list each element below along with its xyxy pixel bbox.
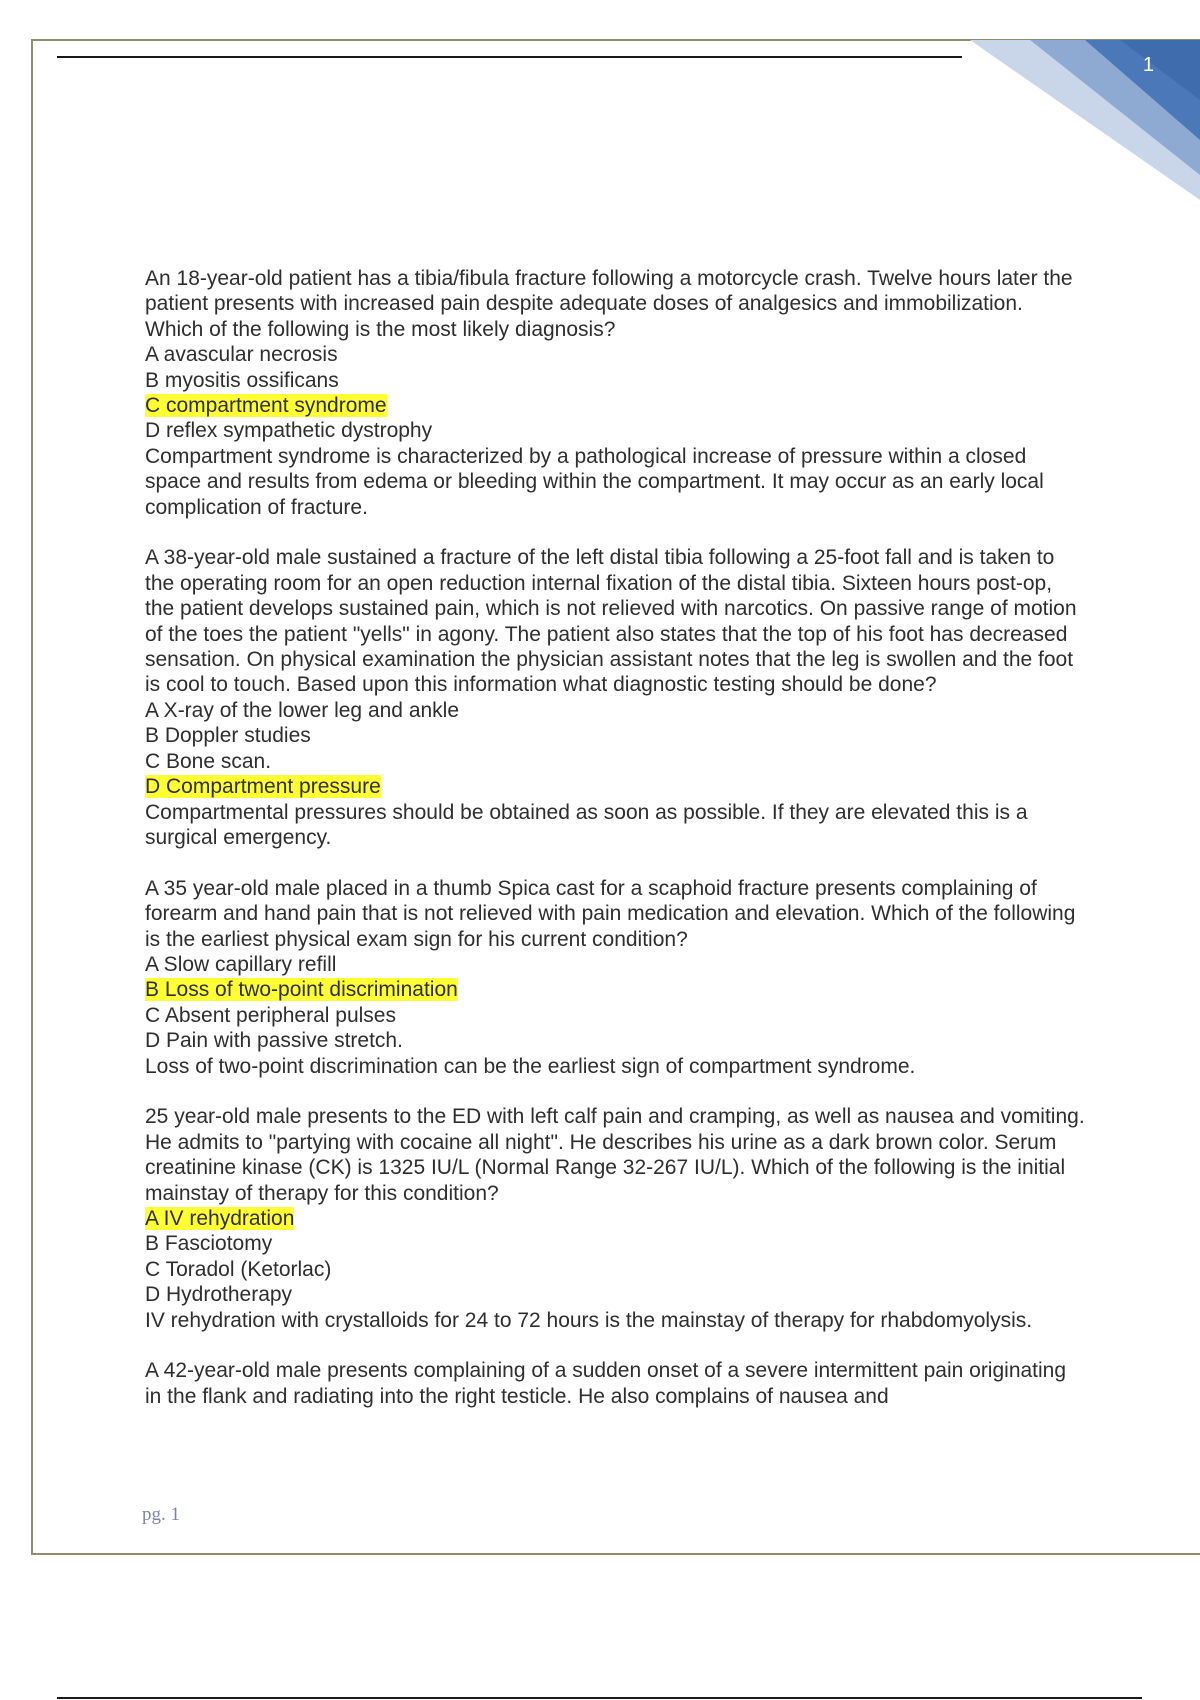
- answer-option: [145, 1231, 1085, 1256]
- answer-option-correct: [145, 393, 1085, 418]
- answer-option-text: C Bone scan.: [145, 749, 272, 773]
- question-stem: A 42-year-old male presents complaining of a sudden onset of a severe intermittent pain originating in the flank and radiating into the right testicle. He also complains of nausea and: [145, 1359, 1067, 1408]
- answer-option-text: A Slow capillary refill: [145, 952, 337, 976]
- question-block: [145, 1104, 1085, 1333]
- answer-option: [145, 723, 1085, 748]
- answer-option-text: C Absent peripheral pulses: [145, 1003, 396, 1027]
- corner-triangle-graphic: [970, 40, 1200, 200]
- answer-option-text: D reflex sympathetic dystrophy: [145, 419, 433, 443]
- question-stem: 25 year-old male presents to the ED with left calf pain and cramping, as well as nausea and vomiting. He admits to "partying with cocaine all night". He describes his urine as a dark brown color. Serum creatinine kinase (CK) is 1325 IU/L (Normal Range 32-267 IU/L). Which of the following is the initial mainstay of therapy for this condition?: [145, 1105, 1085, 1205]
- answer-option: [145, 1003, 1085, 1028]
- question-block: [145, 545, 1085, 850]
- answer-option-correct: [145, 774, 1085, 799]
- answer-option-text: B Doppler studies: [145, 724, 311, 748]
- header-rule: [57, 56, 962, 58]
- answer-option-text: B myositis ossificans: [145, 368, 339, 392]
- answer-explanation: IV rehydration with crystalloids for 24 to 72 hours is the mainstay of therapy for rhabdomyolysis.: [145, 1308, 1033, 1332]
- header-page-number: 1: [1142, 54, 1154, 76]
- answer-option-text: A X-ray of the lower leg and ankle: [145, 698, 460, 722]
- document-body: [145, 266, 1085, 1435]
- answer-option-text: B Loss of two-point discrimination: [145, 978, 458, 1002]
- question-stem: A 35 year-old male placed in a thumb Spica cast for a scaphoid fracture presents complaining of forearm and hand pain that is not relieved with pain medication and elevation. Which of the following is the earliest physical exam sign for his current condition?: [145, 876, 1076, 951]
- answer-option: [145, 1028, 1085, 1053]
- answer-option: [145, 698, 1085, 723]
- answer-option: [145, 1282, 1085, 1307]
- answer-option-text: C compartment syndrome: [145, 394, 387, 418]
- answer-option: [145, 749, 1085, 774]
- answer-option-correct: [145, 1206, 1085, 1231]
- answer-option: [145, 1257, 1085, 1282]
- answer-option-text: D Pain with passive stretch.: [145, 1029, 403, 1053]
- footer-page-label: pg. 1: [142, 1504, 180, 1525]
- answer-explanation: Compartmental pressures should be obtained as soon as possible. If they are elevated this is a surgical emergency.: [145, 800, 1028, 849]
- answer-option-text: B Fasciotomy: [145, 1232, 273, 1256]
- answer-option: [145, 368, 1085, 393]
- question-stem: An 18-year-old patient has a tibia/fibula fracture following a motorcycle crash. Twelve hours later the patient presents with increased pain despite adequate doses of analgesics and immobilization. Which of the following is the most likely diagnosis?: [145, 267, 1073, 341]
- question-block: [145, 876, 1085, 1079]
- answer-option-correct: [145, 977, 1085, 1002]
- answer-option-text: D Hydrotherapy: [145, 1283, 293, 1307]
- answer-option-text: D Compartment pressure: [145, 775, 381, 799]
- answer-option: [145, 342, 1085, 367]
- answer-option-text: A IV rehydration: [145, 1206, 295, 1230]
- answer-explanation: Loss of two-point discrimination can be the earliest sign of compartment syndrome.: [145, 1054, 916, 1078]
- question-stem: A 38-year-old male sustained a fracture of the left distal tibia following a 25-foot fall and is taken to the operating room for an open reduction internal fixation of the distal tibia. Sixteen hours post-op, the patient develops sustained pain, which is not relieved with narcotics. On passive range of motion of the toes the patient "yells" in agony. The patient also states that the top of his foot has decreased sensation. On physical examination the physician assistant notes that the leg is swollen and the foot is cool to touch. Based upon this information what diagnostic testing should be done?: [145, 546, 1077, 697]
- next-page-top-rule: [57, 1697, 1142, 1699]
- answer-option: [145, 418, 1085, 443]
- answer-option-text: A avascular necrosis: [145, 343, 338, 367]
- answer-option-text: C Toradol (Ketorlac): [145, 1257, 332, 1281]
- question-block: [145, 1358, 1085, 1409]
- question-block: [145, 266, 1085, 520]
- answer-option: [145, 952, 1085, 977]
- answer-explanation: Compartment syndrome is characterized by a pathological increase of pressure within a closed space and results from edema or bleeding within the compartment. It may occur as an early local complication of fracture.: [145, 444, 1044, 519]
